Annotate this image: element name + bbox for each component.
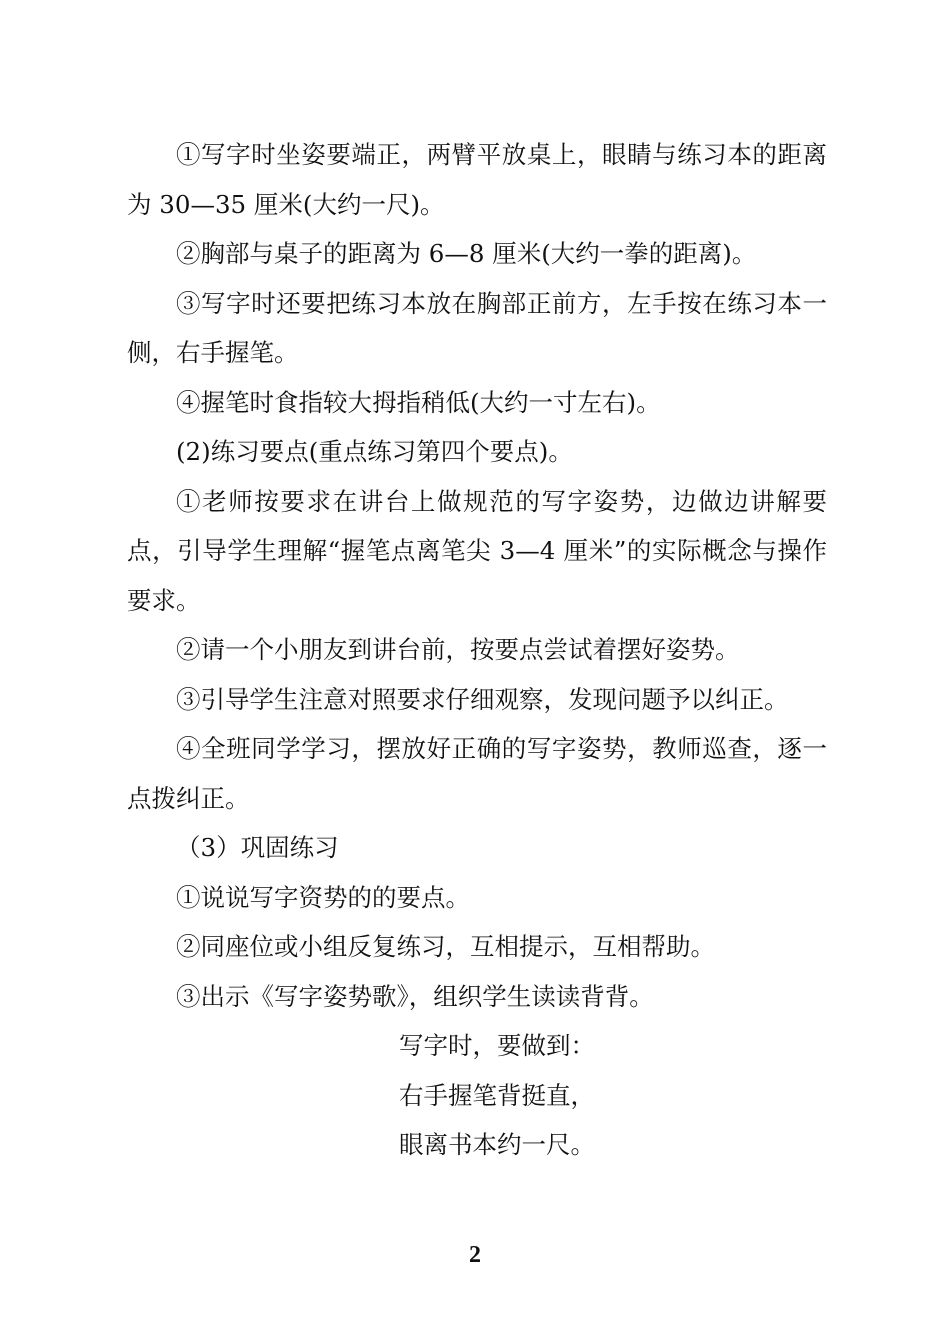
paragraph-class-practice: ④全班同学学习，摆放好正确的写字姿势，教师巡查，逐一点拨纠正。 [127, 734, 827, 813]
section-heading-practice-points: (2)练习要点(重点练习第四个要点)。 [176, 437, 573, 466]
paragraph-pair-practice: ②同座位或小组反复练习，互相提示，互相帮助。 [176, 932, 715, 961]
paragraph-pen-grip: ④握笔时食指较大拇指稍低(大约一寸左右)。 [176, 387, 661, 417]
paragraph-say-points: ①说说写字资势的的要点。 [176, 882, 470, 912]
section-heading-consolidation: （3）巩固练习 [176, 833, 339, 862]
paragraph-chest-distance: ②胸部与桌子的距离为 6—8 厘米(大约一拳的距离)。 [176, 239, 757, 268]
poem-line: 右手握笔背挺直， [399, 1080, 595, 1110]
page-number: 2 [469, 1242, 481, 1268]
poem-line: 写字时，要做到： [399, 1031, 595, 1060]
paragraph-posture-sitting: ①写字时坐姿要端正，两臂平放桌上，眼睛与练习本的距离为 30—35 厘米(大约一尺)。 [127, 140, 827, 219]
paragraph-observe-correct: ③引导学生注意对照要求仔细观察，发现问题予以纠正。 [176, 684, 789, 714]
poem-line: 眼离书本约一尺。 [399, 1130, 595, 1159]
paragraph-student-try: ②请一个小朋友到讲台前，按要点尝试着摆好姿势。 [176, 635, 740, 664]
document-body [127, 130, 827, 1170]
paragraph-notebook-position: ③写字时还要把练习本放在胸部正前方，左手按在练习本一侧，右手握笔。 [127, 288, 827, 367]
paragraph-teacher-demo: ①老师按要求在讲台上做规范的写字姿势，边做边讲解要点，引导学生理解“握笔点离笔尖 3—4 厘米”的实际概念与操作要求。 [127, 486, 827, 615]
paragraph-show-song: ③出示《写字姿势歌》，组织学生读读背背。 [176, 981, 654, 1011]
